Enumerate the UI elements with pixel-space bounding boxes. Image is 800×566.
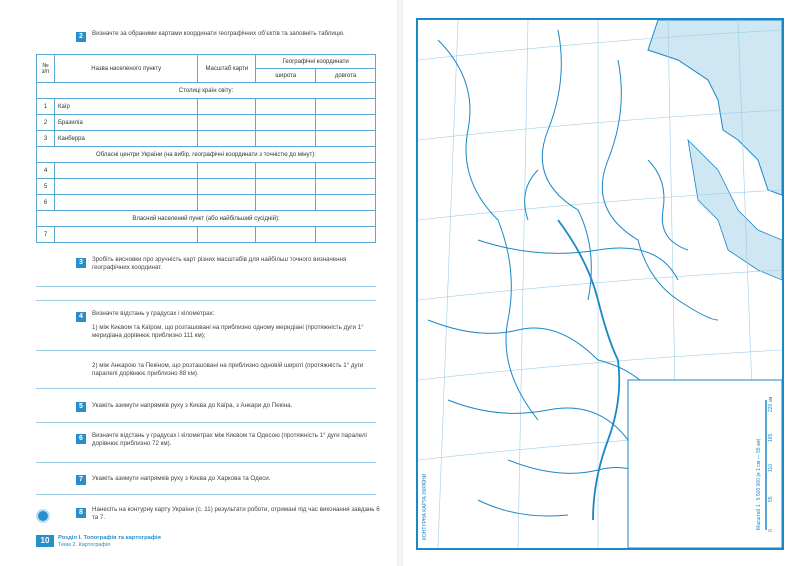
table-row (37, 227, 376, 243)
answer-line[interactable] (36, 422, 376, 423)
page-number: 10 (36, 535, 54, 547)
task-8-number: 8 (76, 508, 86, 518)
table-row (37, 115, 376, 131)
row-lat-cell[interactable] (256, 179, 316, 195)
task-8-text: Нанесіть на контурну карту України (с. 11) результати роботи, отримані під час виконання завдань 6 та 7. (92, 506, 380, 521)
row-lat-cell[interactable] (256, 227, 316, 243)
header-name: Назва населеного пункту (54, 55, 197, 83)
answer-line[interactable] (36, 350, 376, 351)
row-number: 7 (37, 227, 55, 243)
map-drawing (418, 20, 782, 548)
row-number: 3 (37, 131, 55, 147)
row-lat-cell[interactable] (256, 115, 316, 131)
row-scale-cell[interactable] (198, 99, 256, 115)
row-name: Каїр (54, 99, 197, 115)
task-2-number: 2 (76, 32, 86, 42)
row-scale-cell[interactable] (198, 115, 256, 131)
task-4-text: Визначте відстань у градусах і кілометрах: (92, 310, 215, 317)
row-scale-cell[interactable] (198, 227, 256, 243)
footer-topic: Тема 2. Картографія (58, 542, 111, 548)
row-name: Канберра (54, 131, 197, 147)
task-3-text: Зробіть висновки про зручність карт різних масштабів для найбільш точного визначення географічних координат. (92, 256, 347, 271)
row-name-cell[interactable] (54, 227, 197, 243)
map-side-title: КОНТУРНА КАРТА УКРАЇНИ (422, 473, 428, 540)
row-lon-cell[interactable] (316, 99, 376, 115)
map-scale-label: Масштаб 1 : 5 500 000 (в 1 см — 55 км) (756, 438, 762, 530)
answer-line[interactable] (36, 300, 376, 301)
table-row (37, 163, 376, 179)
row-number: 4 (37, 163, 55, 179)
globe-icon (36, 509, 50, 523)
book-gutter (397, 0, 403, 566)
task-4-item-1: 1) між Києвом та Каїром, що розташовані на приблизно одному меридіані (протяжність дуги 1° меридіана дорівнює приблизно 111 км); (92, 324, 364, 339)
row-number: 5 (37, 179, 55, 195)
header-lat: широта (256, 69, 316, 83)
row-lon-cell[interactable] (316, 115, 376, 131)
row-lon-cell[interactable] (316, 227, 376, 243)
contour-map[interactable] (416, 18, 784, 550)
row-name-cell[interactable] (54, 163, 197, 179)
row-lat-cell[interactable] (256, 99, 316, 115)
scale-tick-2: 110 (768, 464, 774, 472)
coordinates-table (36, 54, 376, 243)
row-name-cell[interactable] (54, 179, 197, 195)
row-number: 2 (37, 115, 55, 131)
scale-tick-3: 165 (768, 433, 774, 442)
row-scale-cell[interactable] (198, 131, 256, 147)
scale-tick-1: 55 (768, 496, 774, 502)
header-lon: довгота (316, 69, 376, 83)
main-river (558, 220, 619, 520)
task-2-text: Визначте за обраними картами координати географічних об’єктів та заповніть таблицю. (92, 30, 345, 37)
table-row (37, 99, 376, 115)
footer-section: Розділ І. Топографія та картографія (58, 535, 161, 541)
header-coords: Географічні координати (256, 55, 376, 69)
answer-line[interactable] (36, 494, 376, 495)
row-number: 6 (37, 195, 55, 211)
scale-tick-0: 0 (768, 529, 774, 532)
header-number: № з/п (37, 55, 55, 83)
task-5-number: 5 (76, 402, 86, 412)
task-7-text: Укажіть азимути напрямків руху з Києва до Харкова та Одеси. (92, 475, 271, 482)
row-lon-cell[interactable] (316, 131, 376, 147)
row-lon-cell[interactable] (316, 179, 376, 195)
table-section-regional-centers: Обласні центри України (на вибір, географічні координати з точністю до мінут): (37, 147, 376, 163)
answer-line[interactable] (36, 388, 376, 389)
row-name: Бразиліа (54, 115, 197, 131)
table-section-own-settlement: Власний населений пункт (або найбільший сусідній): (37, 211, 376, 227)
task-7-number: 7 (76, 475, 86, 485)
table-section-capitals: Столиці країн світу: (37, 83, 376, 99)
answer-line[interactable] (36, 462, 376, 463)
row-lon-cell[interactable] (316, 163, 376, 179)
row-lat-cell[interactable] (256, 163, 316, 179)
table-row (37, 131, 376, 147)
task-4-number: 4 (76, 312, 86, 322)
row-lat-cell[interactable] (256, 131, 316, 147)
table-row (37, 195, 376, 211)
answer-line[interactable] (36, 286, 376, 287)
task-4-item-2: 2) між Анкарою та Пекіном, що розташовані на приблизно одновій широті (протяжність 1° дуги паралелі дорівнює приблизно 88 км). (92, 362, 364, 377)
task-6-number: 6 (76, 434, 86, 444)
table-row (37, 179, 376, 195)
row-lat-cell[interactable] (256, 195, 316, 211)
row-lon-cell[interactable] (316, 195, 376, 211)
task-3-number: 3 (76, 258, 86, 268)
task-5-text: Укажіть азимути напрямків руху з Києва до Каїра, з Анкари до Пекіна. (92, 402, 293, 409)
row-scale-cell[interactable] (198, 195, 256, 211)
row-scale-cell[interactable] (198, 163, 256, 179)
header-scale: Масштаб карти (198, 55, 256, 83)
scale-tick-4: 220 км (768, 396, 774, 412)
row-scale-cell[interactable] (198, 179, 256, 195)
task-6-text: Визначте відстань у градусах і кілометрах між Києвом та Одесою (протяжність 1° дуги паралелі дорівнює приблизно 72 км). (92, 432, 367, 447)
row-number: 1 (37, 99, 55, 115)
row-name-cell[interactable] (54, 195, 197, 211)
